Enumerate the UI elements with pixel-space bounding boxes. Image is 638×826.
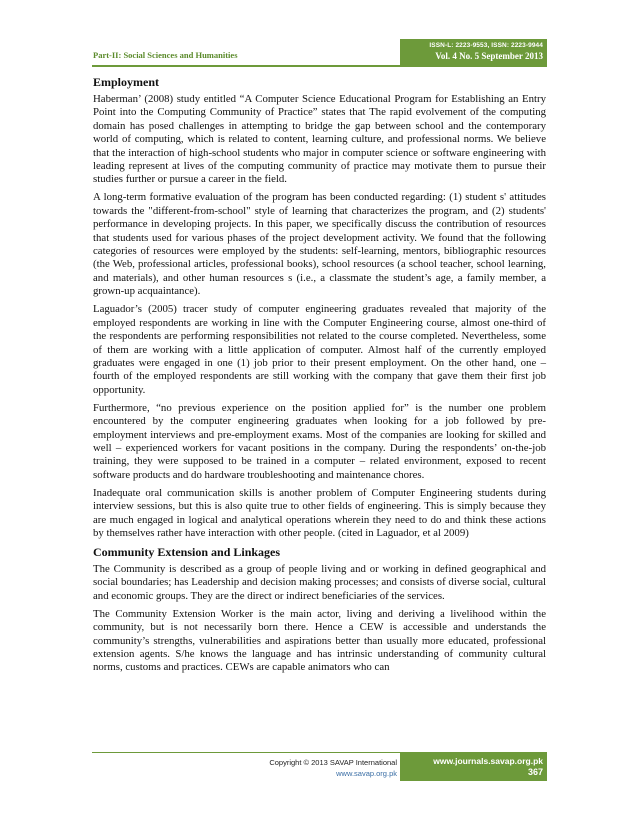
paragraph: Inadequate oral communication skills is another problem of Computer Engineering students during interview sessions, but this is also quite true to other fields of engineering. This is simply because they are much engaged in logical and analytical operations wherein they need to do and think these actions by themselves rather have interaction with other people. (cited in Laguador, et al 2009) bbox=[93, 486, 546, 539]
volume-text: Vol. 4 No. 5 September 2013 bbox=[435, 51, 543, 61]
paragraph: The Community Extension Worker is the main actor, living and deriving a livelihood within the community, but is not necessarily born there. Hence a CEW is accessible and understands the community’s strengths, vulnerabilities and aspirations better than usually more educated, professional extension agents. S/he knows the language and has intrinsic understanding of community cultural norms, customs and practices. CEWs are capable animators who can bbox=[93, 607, 546, 674]
journal-section-title: Part-II: Social Sciences and Humanities bbox=[93, 50, 238, 60]
paragraph: The Community is described as a group of people living and or working in defined geographical and social boundaries; has Leadership and decision making processes; and consists of diverse social, cultural and economic groups. They are the direct or indirect beneficiaries of the services. bbox=[93, 562, 546, 602]
paragraph: Laguador’s (2005) tracer study of computer engineering graduates revealed that majority of the employed respondents are working in line with the Computer Engineering course, almost one-third of the respondents are performing responsibilities not related to the course completed. Nevertheless, some of them are working with a little application of computer. Almost half of the currently employed graduates were engaged in one (1) job prior to their present employment. On the other hand, one – fourth of the employed respondents are still working with the company that gave them their first job opportunity. bbox=[93, 303, 546, 396]
paragraph: Furthermore, “no previous experience on the position applied for” is the number one problem encountered by the computer engineering graduates when looking for a job followed by pre-employment interviews and pre-employment exams. Most of the companies are looking for skilled and well – experienced workers for vacant positions in the company. During the respondents’ on-the-job training, they were supposed to be trained in a computer – related environment, exposed to recent software products and do hardware troubleshooting and maintenance chores. bbox=[93, 401, 546, 481]
paragraph: Haberman’ (2008) study entitled “A Computer Science Educational Program for Establishing an Entry Point into the Computing Community of Practice” states that The rapid evolvement of the computing domain has posed challenges in attempting to bridge the gap between school and the contemporary world of computing, which is related to content, learning culture, and professional norms. We believe that the interaction of high-school students who major in computer science or software engineering with leading represent at lives of the computing community of practice may motivate them to pursue their studies further or pursue a career in the field. bbox=[93, 93, 546, 186]
journal-url-link[interactable]: www.journals.savap.org.pk bbox=[433, 756, 543, 766]
page-number: 367 bbox=[527, 767, 543, 777]
header-divider bbox=[92, 65, 547, 67]
section-heading-community: Community Extension and Linkages bbox=[93, 544, 281, 559]
issn-text: ISSN-L: 2223-9553, ISSN: 2223-9944 bbox=[429, 42, 543, 49]
site-link[interactable]: www.savap.org.pk bbox=[336, 769, 397, 778]
footer-copyright bbox=[260, 757, 397, 779]
journal-info-box bbox=[400, 39, 547, 65]
section-heading-employment: Employment bbox=[93, 75, 159, 89]
paragraph: A long-term formative evaluation of the program has been conducted regarding: (1) student s' attitudes towards the "different-from-school" style of learning that characterizes the program, and (2) students' performance in developing projects. In this paper, we specifically discuss the contribution of resources that students used for various phases of the project development activity. We found that the following categories of resources were employed by the students: self-learning, mentors, bibliographic resources (the Web, professional articles, professional books), school resources (a school teacher, school learning, and materials), and other human resources s (i.e., a classmate the student’s age, a family member, a grown-up acquaintance). bbox=[93, 191, 546, 298]
copyright-text: Copyright © 2013 SAVAP International bbox=[269, 758, 397, 767]
footer-journal-box bbox=[400, 753, 547, 781]
article-body bbox=[93, 75, 546, 679]
